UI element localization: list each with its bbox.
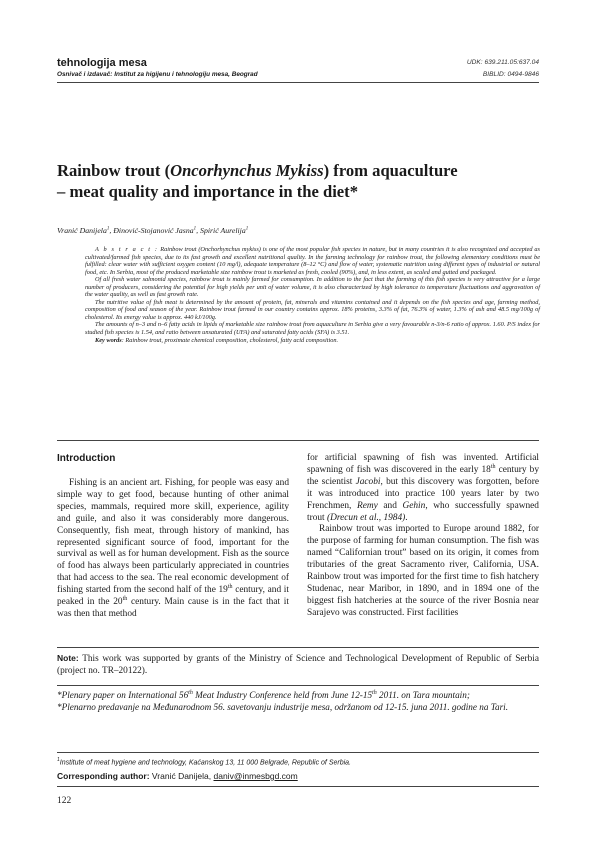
author-affiliation-mark: 1 bbox=[193, 226, 197, 232]
author-name: Đinović-Stojanović Jasna bbox=[113, 226, 194, 235]
author-name: Spirić Aurelija bbox=[200, 226, 246, 235]
title-line-2: – meat quality and importance in the diet* bbox=[57, 182, 358, 201]
footer-divider bbox=[57, 786, 539, 787]
corresponding-label: Corresponding author: bbox=[57, 771, 150, 781]
body-paragraph: for artificial spawning of fish was invented. Artificial spawning of fish was discovered in the early 18th century by the scientist Jacobi, but this discovery was forgotten, before it was introduced into practice 100 years later by two Frenchmen, Remy and Gehin, who successfully spawned trout (Drecun et al., 1984). bbox=[307, 453, 539, 523]
abstract bbox=[85, 246, 540, 344]
abstract-paragraph: Of all fresh water salmonid species, rainbow trout is mainly farmed for consumption. In addition to the fact that the farming of this fish species is very attractive for a large number of producers, considering the potential for high yields per unit of water volume, it is also characterized by high tolerance to temperature fluctuations and aggravation of the water quality, as well as fast growth rate. bbox=[85, 276, 540, 299]
biblid-code: BIBLID: 0494-9846 bbox=[482, 71, 539, 78]
journal-name: tehnologija mesa bbox=[57, 57, 147, 69]
title-part: ) from aquaculture bbox=[323, 161, 458, 180]
paper-title bbox=[57, 160, 539, 202]
journal-header bbox=[57, 57, 539, 83]
body-column-right bbox=[307, 453, 539, 620]
plenary-note-sr: *Plenarno predavanje na Međunarodnom 56. savetovanju industrije mesa, održanom od 12-15. juna 2011. godine na Tari. bbox=[57, 701, 509, 712]
author-name: Vranić Danijela bbox=[57, 226, 107, 235]
udk-code: UDK: 639.211.05:637.04 bbox=[466, 59, 539, 66]
page-number: 122 bbox=[57, 796, 72, 806]
abstract-paragraph: The amounts of n–3 and n–6 fatty acids in lipids of marketable size rainbow trout from aquaculture in Serbia give a very favourable n-3/n-6 ratio of approx. 1.60. P/S index for studied fish species is 1.54, and ratio between unsaturated (UFA) and saturated fatty acids (SFA) is 3.51. bbox=[85, 321, 540, 337]
person-name: Remy bbox=[357, 500, 378, 511]
body-paragraph: Rainbow trout was imported to Europe around 1882, for the purpose of farming for human consumption. The fish was named “Californian trout” based on its origin, it comes from tributaries of the great Sacramento river, California, USA. Rainbow trout was imported for the first time to fish hatchery Studenac, near Maribor, in 1890, and in 1894 one of the biggest fish hatcheries at the source of the river Bosnia near Sarajevo was constructed. First facilities bbox=[307, 524, 539, 618]
section-heading: Introduction bbox=[57, 453, 116, 464]
citation: (Drecun et al., 1984) bbox=[326, 512, 406, 523]
author-affiliation-mark: 1 bbox=[245, 226, 249, 232]
section-divider bbox=[57, 440, 539, 441]
keywords-label: Key words bbox=[95, 336, 122, 344]
footnote-divider bbox=[57, 647, 539, 648]
footnote-divider bbox=[57, 685, 539, 686]
body-paragraph: Fishing is an ancient art. Fishing, for people was easy and simple way to get food, because hunting of other animal species, mammals, required more skill, experience, agility and guile, and also it was considerably more dangerous. Consequently, fish meat, through history of mankind, has represented significant source of food, important for the survival as well as for human development. Fish as the source of food has always been particularly appreciated in countries that had access to the sea. The real economic development of fishing started from the second half of the 19th century, and it peaked in the 20th century. Main cause is in the fact that it was then that method bbox=[57, 478, 289, 619]
abstract-label: A b s t r a c t : bbox=[95, 246, 159, 253]
publisher-line: Osnivač i izdavač: Institut za higijenu i tehnologiju mesa, Beograd bbox=[57, 71, 258, 78]
abstract-paragraph: The nutritive value of fish meat is determined by the amount of protein, fat, minerals and vitamins contained and it depends on the fish species and age, farming method, composition of food and season of the year. Rainbow trout farmed in our country contains approx. 18% proteins, 3.3% of fat, 76.3% of water, 1.3% of ash and 48.5 mg/100g of cholesterol. Its energy value is approx. 440 kJ/100g. bbox=[85, 298, 540, 321]
person-name: Gehin bbox=[402, 500, 426, 511]
email-link[interactable]: daniv@inmesbgd.com bbox=[213, 771, 298, 781]
funding-note: Note: This work was supported by grants of the Ministry of Science and Technological Development of Republic of Serbia (project no. TR–20122). bbox=[57, 653, 539, 676]
author-list: Vranić Danijela$^1$, Đinović-Stojanović Jasna$^1$, Spirić Aurelija$^1$ bbox=[57, 226, 249, 235]
body-column-left bbox=[57, 453, 289, 621]
plenary-note-en: *Plenary paper on International 56th Meat Industry Conference held from June 12-15th 2011. on Tara mountain; bbox=[57, 689, 470, 700]
title-part: Rainbow trout ( bbox=[57, 161, 171, 180]
corresponding-author: Corresponding author: Vranić Danijela, daniv@inmesbgd.com bbox=[57, 771, 298, 781]
affiliation: $^1$Institute of meat hygiene and technology, Kaćanskog 13, 11 000 Belgrade, Republic of Serbia. bbox=[57, 757, 351, 767]
title-latin-name: Oncorhynchus Mykiss bbox=[170, 161, 324, 180]
person-name: Jacobi bbox=[355, 476, 381, 487]
footnote-divider bbox=[57, 752, 539, 753]
abstract-paragraph: A b s t r a c t : Rainbow trout (Onchorhynchus mykiss) is one of the most popular fish species in nature, but in many countries it is also recognized and accepted as cultivated/farmed fish species, due to its fast growth and excellent nutritional quality. In the farming technology for rainbow trout, the following elementary conditions must be fulfilled: clear water with sufficient oxygen content (10 mg/l), adequate temperature (8–12 °C) and flow of water, systematic nutrition using different types of industrial or natural food, etc. In Serbia, most of the produced marketable size rainbow trout is marketed as fresh, cooled (90%), and, in less extent, as scaled and gutted and packaged. bbox=[85, 246, 540, 276]
keywords: Key words: Rainbow trout, proximate chemical composition, cholesterol, fatty acid composition. bbox=[95, 336, 339, 344]
note-label: Note: bbox=[57, 653, 79, 663]
author-affiliation-mark: 1 bbox=[106, 226, 110, 232]
plenary-note bbox=[57, 690, 539, 713]
